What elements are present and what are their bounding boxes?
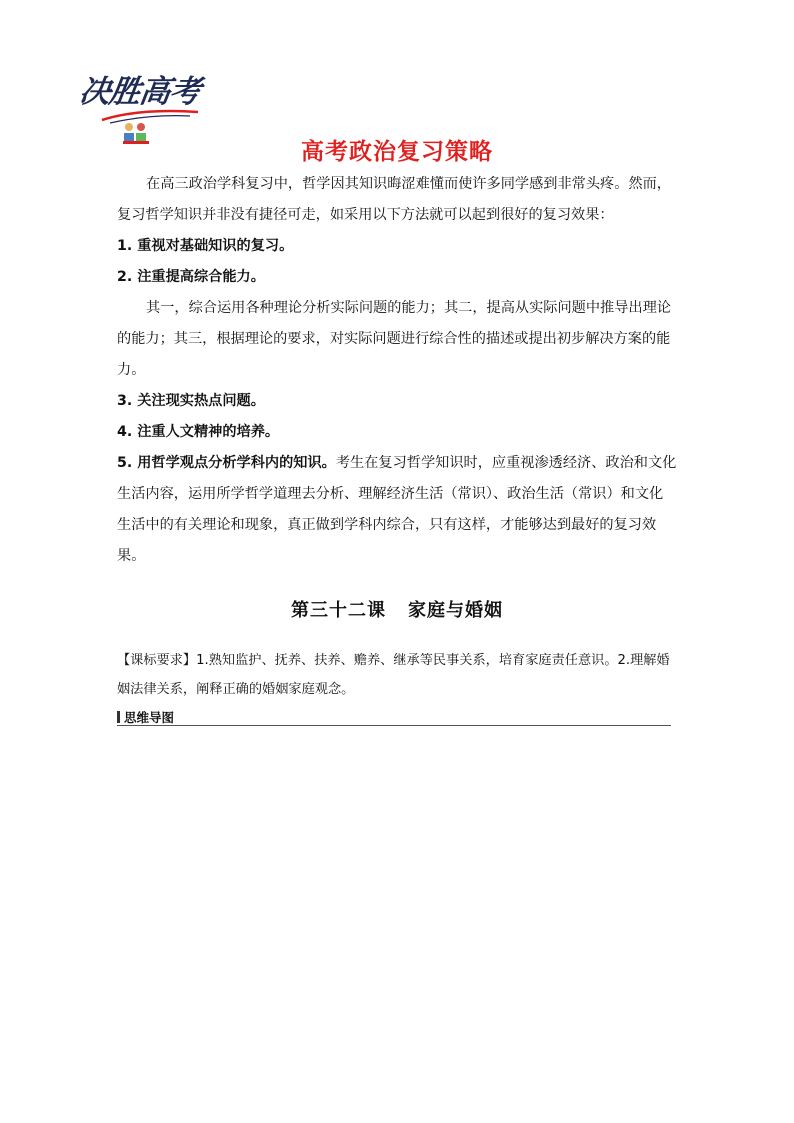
point-5-paragraph — [117, 448, 677, 572]
point-3-heading: 3. 关注现实热点问题。 — [117, 393, 265, 409]
point-2-detail: 其一，综合运用各种理论分析实际问题的能力；其二，提高从实际问题中推导出理论的能力；其三，根据理论的要求，对实际问题进行综合性的描述或提出初步解决方案的能力。 — [117, 300, 671, 378]
mindmap-label: 思维导图 — [124, 710, 175, 725]
intro-paragraph: 在高三政治学科复习中，哲学因其知识晦涩难懂而使许多同学感到非常头疼。然而，复习哲学知识并非没有捷径可走，如采用以下方法就可以起到很好的复习效果： — [117, 176, 671, 223]
section-marker-icon — [117, 711, 120, 723]
lesson-name: 家庭与婚姻 — [408, 600, 503, 621]
point-4-heading: 4. 注重人文精神的培养。 — [117, 424, 280, 440]
point-5-detail: 考生在复习哲学知识时，应重视渗透经济、政治和文化生活内容，运用所学哲学道理去分析、理解经济生活（常识）、政治生活（常识）和文化生活中的有关理论和现象，真正做到学科内综合，只有这样，才能够达到最好的复习效果。 — [117, 455, 677, 564]
lesson-number: 第三十二课 — [291, 600, 386, 621]
point-1-heading: 1. 重视对基础知识的复习。 — [117, 238, 294, 254]
curriculum-standard: 【课标要求】1.熟知监护、抚养、扶养、赡养、继承等民事关系，培育家庭责任意识。2.理解婚姻法律关系，阐释正确的婚姻家庭观念。 — [117, 653, 670, 697]
document-title: 高考政治复习策略 — [301, 139, 493, 165]
lesson-title — [0, 596, 794, 622]
logo-text: 决胜高考 — [76, 74, 203, 110]
mindmap-section-header — [117, 707, 671, 726]
point-5-heading: 5. 用哲学观点分析学科内的知识。 — [117, 455, 336, 471]
point-2-heading: 2. 注重提高综合能力。 — [117, 269, 265, 285]
